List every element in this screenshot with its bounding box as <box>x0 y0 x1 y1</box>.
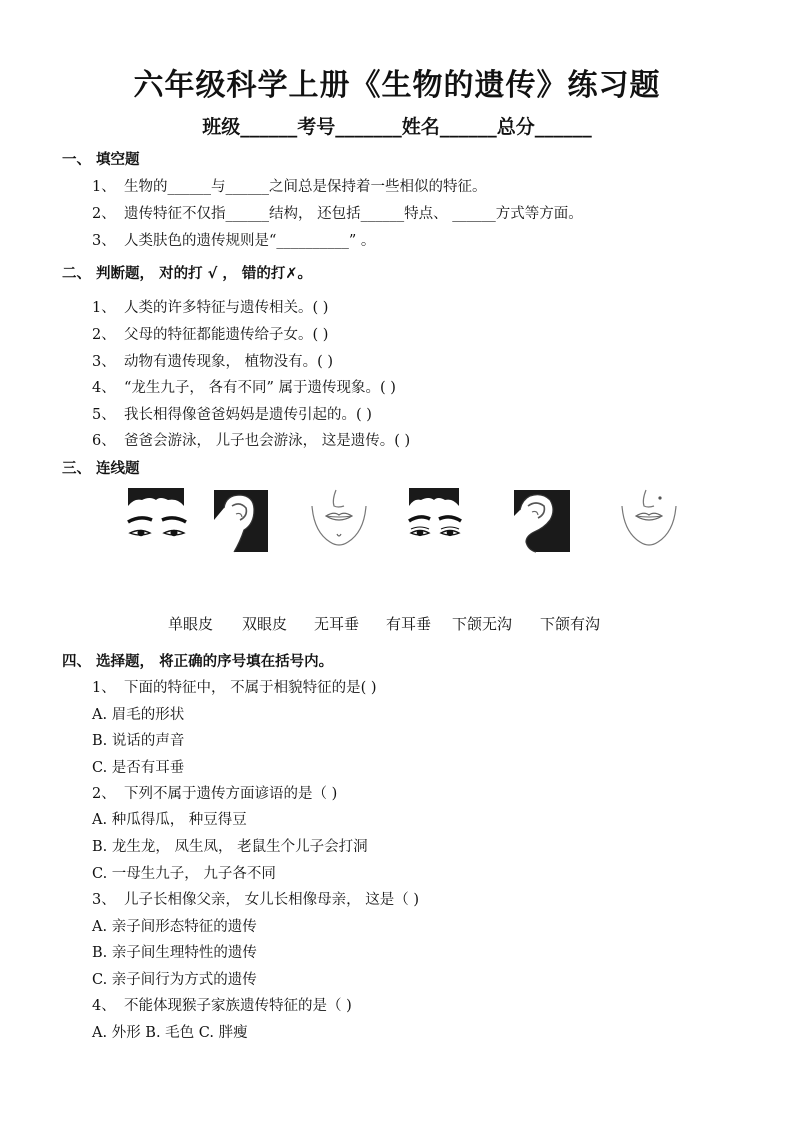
s4-q3-option-a: A. 亲子间形态特征的遗传 <box>92 919 257 935</box>
question-text: 爸爸会游泳， 儿子也会游泳， 这是遗传。( ) <box>124 433 411 449</box>
question-text: 儿子长相像父亲， 女儿长相像母亲， 这是（ ) <box>124 892 419 908</box>
eyes-single-eyelid-image <box>122 486 192 548</box>
s4-q1-option-a: A. 眉毛的形状 <box>92 707 185 723</box>
chin-cleft-image <box>308 486 370 552</box>
question-number: 2、 <box>92 327 116 343</box>
s4-question-2 <box>92 782 337 803</box>
s4-q2-option-c: C. 一母生九子， 九子各不同 <box>92 866 276 882</box>
s4-q4-options: A. 外形 B. 毛色 C. 胖瘦 <box>92 1025 248 1041</box>
page-title: 六年级科学上册《生物的遗传》练习题 <box>133 68 661 103</box>
question-text: 父母的特征都能遗传给子女。( ) <box>124 327 329 343</box>
question-text: 人类的许多特征与遗传相关。( ) <box>124 300 329 316</box>
question-text: 下面的特征中， 不属于相貌特征的是( ) <box>124 680 377 696</box>
s4-q2-option-a: A. 种瓜得瓜， 种豆得豆 <box>92 812 247 828</box>
match-label-earlobe: 有耳垂 <box>386 615 432 633</box>
s4-q2-option-b: B. 龙生龙， 凤生凤， 老鼠生个儿子会打洞 <box>92 839 368 855</box>
question-number: 6、 <box>92 433 116 449</box>
question-text: “龙生九子， 各有不同” 属于遗传现象。( ) <box>124 380 396 396</box>
question-number: 4、 <box>92 380 116 396</box>
match-label-no-earlobe: 无耳垂 <box>314 615 360 633</box>
s2-question-3 <box>92 350 333 371</box>
s2-question-5 <box>92 403 372 424</box>
question-text: 遗传特征不仅指______结构， 还包括______特点、 ______方式等方面。 <box>124 206 583 222</box>
question-text: 动物有遗传现象， 植物没有。( ) <box>124 354 334 370</box>
question-text: 生物的______与______之间总是保持着一些相似的特征。 <box>124 179 487 195</box>
s4-question-1 <box>92 676 377 697</box>
s2-question-6 <box>92 429 410 450</box>
s4-question-3 <box>92 888 419 909</box>
match-label-chin-cleft: 下颌有沟 <box>540 615 601 633</box>
question-text: 我长相得像爸爸妈妈是遗传引起的。( ) <box>124 407 372 423</box>
question-number: 5、 <box>92 407 116 423</box>
question-text: 人类肤色的遗传规则是“__________” 。 <box>124 233 376 249</box>
question-number: 4、 <box>92 998 116 1014</box>
s1-question-3 <box>92 229 375 250</box>
question-number: 1、 <box>92 680 116 696</box>
s4-q1-option-c: C. 是否有耳垂 <box>92 760 185 776</box>
s1-question-1 <box>92 175 487 196</box>
question-text: 不能体现猴子家族遗传特征的是（ ) <box>124 998 352 1014</box>
student-info-line: 班级______考号_______姓名______总分______ <box>202 116 592 138</box>
section-1-heading: 一、 填空题 <box>62 152 140 168</box>
ear-with-lobe-image <box>514 490 572 554</box>
eyes-double-eyelid-image <box>405 486 465 548</box>
section-3-heading: 三、 连线题 <box>62 461 140 477</box>
question-number: 3、 <box>92 233 116 249</box>
question-text: 下列不属于遗传方面谚语的是（ ) <box>124 786 338 802</box>
match-label-single-eyelid: 单眼皮 <box>168 615 214 633</box>
section-2-heading: 二、 判断题， 对的打 √ ， 错的打✗。 <box>62 266 313 282</box>
match-label-double-eyelid: 双眼皮 <box>242 615 288 633</box>
s4-q1-option-b: B. 说话的声音 <box>92 733 185 749</box>
chin-no-cleft-image <box>616 486 678 552</box>
question-number: 2、 <box>92 786 116 802</box>
s2-question-4 <box>92 376 396 397</box>
s4-q3-option-b: B. 亲子间生理特性的遗传 <box>92 945 257 961</box>
question-number: 2、 <box>92 206 116 222</box>
s4-q3-option-c: C. 亲子间行为方式的遗传 <box>92 972 257 988</box>
question-number: 1、 <box>92 300 116 316</box>
ear-no-lobe-image <box>214 490 272 554</box>
question-number: 3、 <box>92 354 116 370</box>
section-4-heading: 四、 选择题， 将正确的序号填在括号内。 <box>62 654 334 670</box>
s2-question-2 <box>92 323 328 344</box>
s4-question-4 <box>92 994 352 1015</box>
s2-question-1 <box>92 296 328 317</box>
match-label-no-chin-cleft: 下颌无沟 <box>452 615 513 633</box>
question-number: 3、 <box>92 892 116 908</box>
question-number: 1、 <box>92 179 116 195</box>
s1-question-2 <box>92 202 583 223</box>
